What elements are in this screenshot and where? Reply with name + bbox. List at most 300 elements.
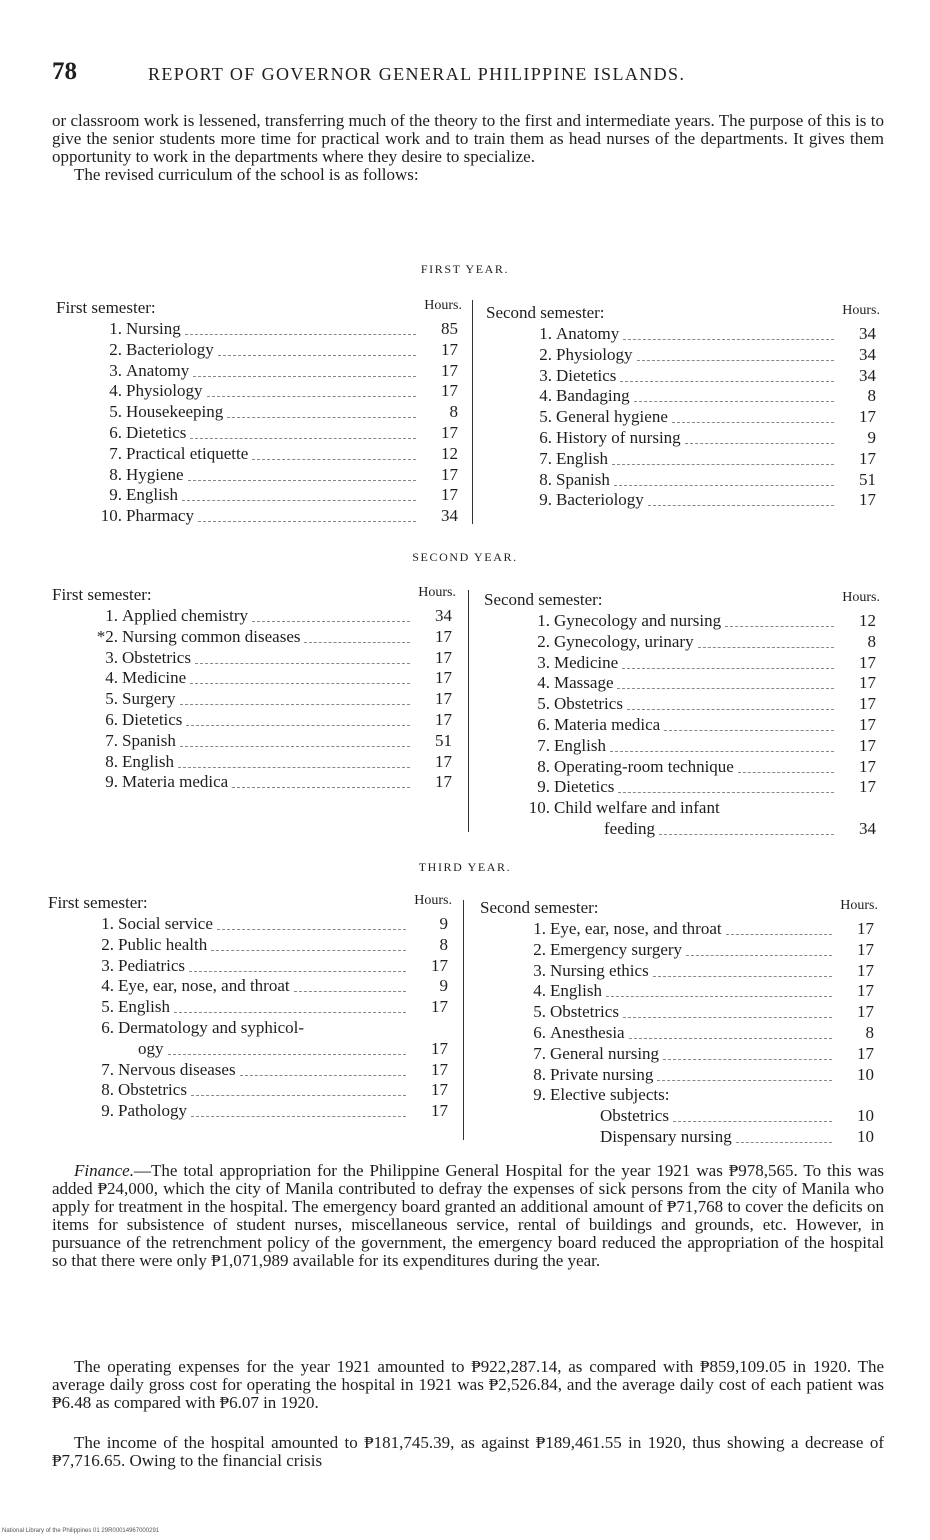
course-name: Obstetrics [122,647,191,667]
leader-dots [186,724,410,726]
course-number: 4. [537,673,550,693]
course-name: Medicine [122,668,187,688]
course-name: English [554,735,606,755]
leader-dots [738,771,834,773]
course-number: 5. [109,402,122,422]
column-divider [463,900,464,1140]
course-number: 8. [105,751,118,771]
course-number: 9. [533,1085,546,1105]
semester-title: Second semester: [484,590,603,609]
course-hours: 17 [441,464,458,484]
leader-dots [232,786,410,788]
leader-dots [673,1120,832,1122]
course-name: Obstetrics [550,1002,619,1022]
course-name: Physiology [126,381,203,401]
course-number: 7. [105,730,118,750]
first-year-heading: FIRST YEAR. [420,262,510,276]
course-number: 2. [539,344,552,364]
course-number: 3. [105,647,118,667]
course-row [480,940,878,961]
semester-header [480,898,878,919]
course-number: 8. [537,756,550,776]
course-name: Gynecology, urinary [554,631,694,651]
course-hours: 34 [859,818,876,838]
course-hours: 34 [859,344,876,364]
finance-paragraph-1 [52,1162,884,1270]
course-row [48,956,452,977]
third-year-first-semester [48,893,452,1122]
leader-dots [195,662,410,664]
course-hours: 85 [441,319,458,338]
course-row [56,361,462,382]
course-row [484,694,880,715]
course-name: Eye, ear, nose, and throat [118,976,290,996]
course-hours: 17 [431,1038,448,1058]
course-number: 4. [105,668,118,688]
finance-paragraph-2 [52,1358,884,1412]
leader-dots [178,766,410,768]
course-number: 3. [101,955,114,975]
course-row [52,648,456,669]
course-hours: 17 [859,448,876,468]
course-number: 6. [533,1022,546,1042]
leader-dots [725,625,834,627]
course-number: 4. [101,976,114,996]
course-hours: 17 [435,751,452,771]
leader-dots [663,1058,832,1060]
course-row [486,386,880,407]
course-row [480,1065,878,1086]
course-row [52,752,456,773]
leader-dots [304,641,410,643]
semester-header [48,893,452,914]
course-name: English [122,751,174,771]
course-row [486,324,880,345]
semester-title: Second semester: [480,898,599,917]
course-hours: 34 [435,606,452,625]
course-name: English [550,981,602,1001]
course-number: 9. [537,777,550,797]
course-row [56,402,462,423]
course-name: Dermatology and syphicol- [118,1017,305,1037]
course-name: Dietetics [556,365,617,385]
course-row [484,715,880,736]
leader-dots [240,1074,406,1076]
leader-dots [207,395,416,397]
course-row [56,319,462,340]
course-hours: 17 [431,1080,448,1100]
leader-dots [659,833,834,835]
course-hours: 17 [859,694,876,714]
course-name: Practical etiquette [126,443,249,463]
course-row [48,1080,452,1101]
course-row [52,689,456,710]
leader-dots [252,458,416,460]
running-head: REPORT OF GOVERNOR GENERAL PHILIPPINE ISLANDS. [148,64,686,84]
leader-dots [218,354,416,356]
course-hours: 8 [449,402,458,422]
course-number: 4. [539,386,552,406]
course-hours: 10 [857,1064,874,1084]
course-name: Hygiene [126,464,184,484]
course-name: Pharmacy [126,506,194,526]
course-name: Obstetrics [600,1106,669,1126]
leader-dots [634,400,834,402]
course-row [486,345,880,366]
course-name: Dietetics [122,709,183,729]
course-name: Dietetics [126,422,187,442]
leader-dots [191,1115,406,1117]
course-row [484,819,880,840]
finance-text-3: The income of the hospital amounted to ₱181,745.39, as against ₱189,461.55 in 1920, thus showing a decrease of ₱7,716.65. Owing to the financial crisis [52,1433,884,1470]
leader-dots [726,933,832,935]
course-hours: 10 [857,1126,874,1146]
leader-dots [618,791,834,793]
course-hours: 17 [435,689,452,709]
leader-dots [610,750,834,752]
course-row [484,673,880,694]
leader-dots [168,1053,406,1055]
course-row [56,485,462,506]
course-name: Surgery [122,689,176,709]
course-number: 10. [528,798,550,818]
leader-dots [637,359,834,361]
course-number: 5. [105,689,118,709]
course-number: 1. [105,606,118,625]
course-row [56,465,462,486]
course-name: Massage [554,673,614,693]
course-hours: 34 [859,324,876,343]
course-row [52,627,456,648]
course-name: Obstetrics [118,1080,187,1100]
course-number: 9. [539,490,552,510]
leader-dots [627,708,834,710]
course-number: 2. [109,339,122,359]
course-number: 6. [539,427,552,447]
course-name: feeding [604,818,655,838]
course-name: Anatomy [556,324,620,343]
course-row [52,606,456,627]
course-row [486,490,880,511]
course-row [48,997,452,1018]
course-hours: 9 [439,976,448,996]
first-year-second-semester [486,303,880,511]
course-number: 2. [533,939,546,959]
leader-dots [648,504,834,506]
course-name: Emergency surgery [550,939,683,959]
course-hours: 17 [435,772,452,792]
course-number: 1. [537,611,550,630]
hours-column-label: Hours. [842,590,880,605]
course-hours: 17 [857,960,874,980]
course-number: 8. [101,1080,114,1100]
course-name: Private nursing [550,1064,654,1084]
leader-dots [189,970,406,972]
course-number: 5. [101,997,114,1017]
course-number: 2. [101,934,114,954]
leader-dots [622,667,834,669]
course-name: Social service [118,914,213,933]
course-row [484,777,880,798]
course-row [48,1060,452,1081]
course-hours: 17 [857,1043,874,1063]
course-hours: 17 [431,1101,448,1121]
course-number: 10. [100,506,122,526]
hours-column-label: Hours. [842,303,880,318]
course-name: Nursing ethics [550,960,649,980]
leader-dots [623,338,834,340]
course-name: Dietetics [554,777,615,797]
course-name: Elective subjects: [550,1085,670,1105]
course-name: Public health [118,934,208,954]
course-number: 9. [105,772,118,792]
course-name: Medicine [554,652,619,672]
course-hours: 34 [859,365,876,385]
semester-title: First semester: [56,298,156,317]
course-number: 8. [109,464,122,484]
course-row [480,961,878,982]
course-hours: 17 [441,360,458,380]
course-row [484,632,880,653]
intro-text: or classroom work is lessened, transferring much of the theory to the first and intermediate years. The purpose of this is to give the senior students more time for practical work and to train them as head nurses of the departments. It gives them opportunity to work in the departments where they desire to specialize. [52,111,884,166]
course-name: General hygiene [556,407,668,427]
leader-dots [620,380,834,382]
semester-header [56,298,462,319]
leader-dots [736,1141,832,1143]
course-row [486,428,880,449]
semester-header [52,585,456,606]
course-hours: 51 [435,730,452,750]
course-row [48,1039,452,1060]
course-number: 8. [533,1064,546,1084]
course-hours: 17 [857,919,874,938]
course-row [52,731,456,752]
course-name: History of nursing [556,427,681,447]
course-number: 1. [539,324,552,343]
course-name: Nursing common diseases [122,626,301,646]
course-name: Dispensary nursing [600,1126,732,1146]
course-row [56,444,462,465]
course-number: 6. [537,714,550,734]
leader-dots [614,484,834,486]
course-name: Pediatrics [118,955,186,975]
leader-dots [211,949,406,951]
leader-dots [191,1094,406,1096]
course-hours: 17 [857,1002,874,1022]
course-row [480,1023,878,1044]
course-number: 4. [109,381,122,401]
course-hours: 17 [859,673,876,693]
leader-dots [612,463,834,465]
course-row [56,506,462,527]
course-row [52,772,456,793]
semester-title: First semester: [52,585,152,604]
course-number: 7. [539,448,552,468]
leader-dots [686,954,832,956]
intro-paragraph [52,112,884,184]
course-name: Nervous diseases [118,1059,236,1079]
course-row [480,981,878,1002]
course-name: English [126,485,178,505]
course-number: 7. [533,1043,546,1063]
course-row [486,470,880,491]
semester-header [486,303,880,324]
course-hours: 8 [867,386,876,406]
course-row [56,340,462,361]
course-name: Obstetrics [554,694,623,714]
course-number: 7. [101,1059,114,1079]
leader-dots [653,975,832,977]
course-row [48,1018,452,1039]
course-name: Child welfare and infant [554,798,720,818]
leader-dots [657,1079,832,1081]
finance-paragraph-3 [52,1434,884,1470]
course-hours: 17 [859,407,876,427]
leader-dots [180,703,410,705]
leader-dots [617,687,834,689]
course-hours: 17 [859,777,876,797]
course-hours: 17 [859,735,876,755]
course-name: Operating-room technique [554,756,734,776]
course-name: English [556,448,608,468]
course-hours: 9 [439,914,448,933]
course-number: 6. [101,1017,114,1037]
course-hours: 10 [857,1106,874,1126]
course-hours: 17 [441,485,458,505]
second-year-heading: SECOND YEAR. [412,550,518,564]
course-row [484,798,880,819]
third-year-heading: THIRD YEAR. [418,860,512,874]
first-year-first-semester [56,298,462,527]
course-row [486,407,880,428]
course-number: 8. [539,469,552,489]
course-name: Pathology [118,1101,187,1121]
leader-dots [174,1011,406,1013]
course-name: Housekeeping [126,402,224,422]
course-hours: 17 [441,339,458,359]
course-number: 7. [537,735,550,755]
course-hours: 17 [857,939,874,959]
course-hours: 17 [859,490,876,510]
course-name: Spanish [556,469,610,489]
course-number: 1. [109,319,122,338]
course-hours: 17 [431,997,448,1017]
course-row [52,668,456,689]
course-row [480,1085,878,1106]
course-row [56,423,462,444]
leader-dots [188,479,416,481]
leader-dots [685,442,834,444]
leader-dots [190,437,416,439]
hours-column-label: Hours. [424,298,462,313]
course-name: Gynecology and nursing [554,611,722,630]
course-number: 6. [105,709,118,729]
leader-dots [182,499,416,501]
leader-dots [294,990,406,992]
course-hours: 17 [435,709,452,729]
course-number: 5. [539,407,552,427]
column-divider [468,590,469,832]
course-name: Spanish [122,730,176,750]
course-name: Anesthesia [550,1022,625,1042]
course-row [52,710,456,731]
course-hours: 17 [431,1059,448,1079]
course-name: Materia medica [554,714,661,734]
leader-dots [606,995,832,997]
leader-dots [190,682,410,684]
course-row [484,736,880,757]
leader-dots [623,1016,832,1018]
course-row [48,1101,452,1122]
course-row [480,1127,878,1148]
page-number: 78 [52,58,77,85]
course-name: Bacteriology [126,339,214,359]
course-name: Eye, ear, nose, and throat [550,919,722,938]
course-number: 3. [533,960,546,980]
leader-dots [664,729,834,731]
column-divider [472,300,473,524]
course-hours: 17 [859,652,876,672]
course-name: English [118,997,170,1017]
hours-column-label: Hours. [840,898,878,913]
course-hours: 17 [435,626,452,646]
course-row [486,449,880,470]
scan-credit: National Library of the Philippines 01 29R00014967000291 [2,1528,160,1534]
finance-text-2: The operating expenses for the year 1921 amounted to ₱922,287.14, as compared with ₱859,109.05 in 1920. The average daily gross cost for operating the hospital in 1921 was ₱2,526.84, and the average daily cost of each patient was ₱6.48 as compared with ₱6.07 in 1920. [52,1357,884,1412]
course-name: Materia medica [122,772,229,792]
course-row [480,1044,878,1065]
course-hours: 8 [865,1022,874,1042]
semester-title: First semester: [48,893,148,912]
course-hours: 51 [859,469,876,489]
course-row [480,919,878,940]
course-hours: 17 [435,668,452,688]
course-row [484,611,880,632]
course-number: 3. [109,360,122,380]
course-number: 1. [101,914,114,933]
leader-dots [180,745,410,747]
course-row [48,976,452,997]
course-number: 7. [109,443,122,463]
leader-dots [185,333,416,335]
course-row [486,366,880,387]
course-hours: 17 [441,422,458,442]
course-number: 2. [537,631,550,651]
leader-dots [672,421,834,423]
course-name: Bacteriology [556,490,644,510]
third-year-second-semester [480,898,878,1148]
leader-dots [252,620,410,622]
course-number: 3. [537,652,550,672]
leader-dots [198,520,416,522]
course-name: Anatomy [126,360,190,380]
course-name: Bandaging [556,386,630,406]
course-row [48,935,452,956]
course-number: *2. [96,626,118,646]
course-hours: 17 [859,756,876,776]
course-name: General nursing [550,1043,660,1063]
course-number: 1. [533,919,546,938]
course-hours: 8 [439,934,448,954]
leader-dots [629,1037,832,1039]
leader-dots [217,928,406,930]
course-number: 5. [533,1002,546,1022]
semester-title: Second semester: [486,303,605,322]
leader-dots [698,646,834,648]
course-name: Physiology [556,344,633,364]
course-hours: 17 [431,955,448,975]
course-hours: 17 [857,981,874,1001]
